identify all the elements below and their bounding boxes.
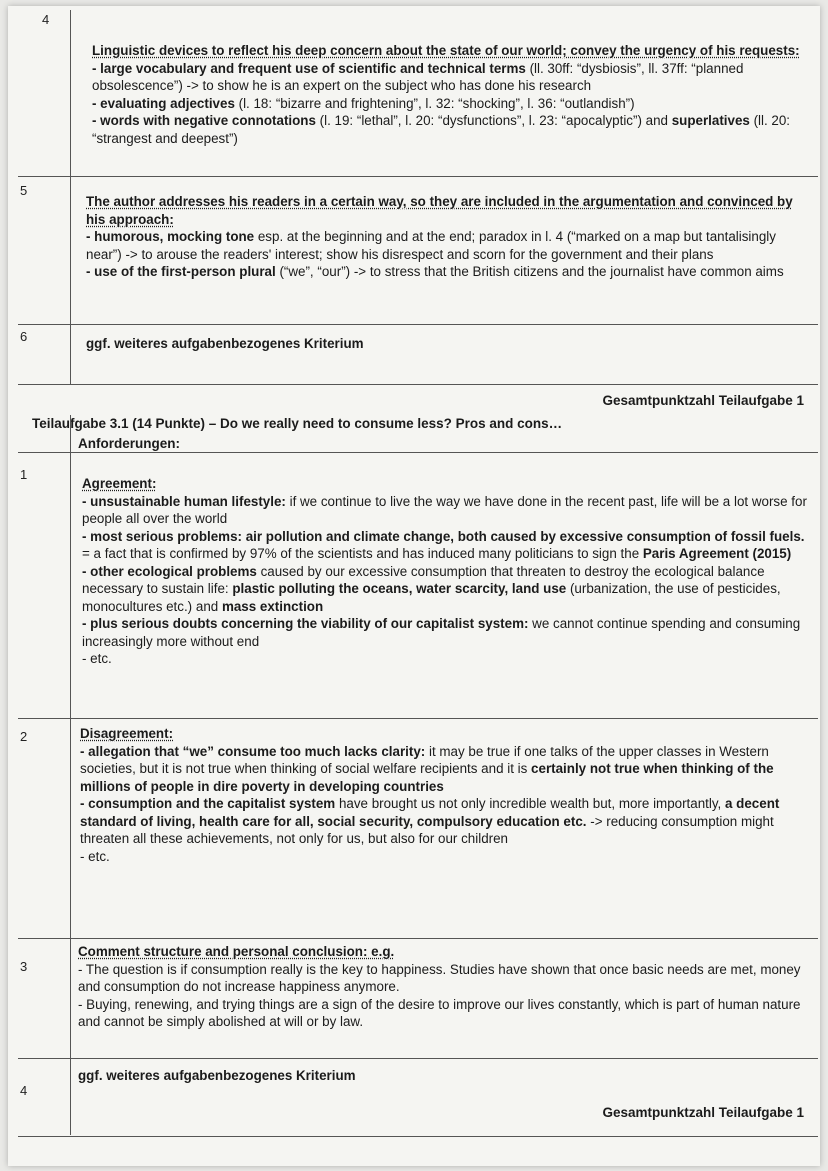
bullet-lead: - evaluating adjectives: [92, 95, 235, 111]
bullet-text: esp. at the beginning and at the end; paradox in l. 4 (“marked on a map but tantalisingly near”) -> to arouse the readers' interest; show his disrespect and scorn for the government and their plans: [86, 229, 776, 262]
bullet-text: -> reducing consumption might threaten all these achievements, not only for us, but also for our children: [80, 813, 774, 846]
task-title: Teilaufgabe 3.1 (14 Punkte) – Do we really need to consume less? Pros and cons…: [32, 416, 563, 431]
bullet-lead: - most serious problems: air pollution and climate change, both caused by excessive consumption of fossil fuels.: [82, 528, 805, 544]
bullet-text: (ll. 20: “strangest and deepest”): [92, 113, 791, 146]
row-6: [18, 324, 818, 385]
bullet-bold: Paris Agreement (2015): [642, 546, 792, 561]
document-page: [8, 6, 820, 1166]
bullet-lead: - words with negative connotations: [92, 113, 316, 128]
row-3: [18, 938, 818, 1059]
row-heading: Linguistic devices to reflect his deep concern about the state of our world; convey the urgency of his requests:: [92, 43, 800, 58]
row-5: [18, 176, 818, 325]
row-content: [80, 725, 816, 865]
row-1: [18, 452, 818, 719]
row-heading: Disagreement:: [80, 726, 174, 741]
row-4: [18, 10, 818, 176]
bullet-text: (l. 18: “bizarre and frightening”, l. 32: “shocking”, l. 36: “outlandish”): [234, 95, 635, 111]
column-divider: [70, 177, 71, 325]
row-number: 2: [20, 729, 28, 744]
bullet-lead: - consumption and the capitalist system: [80, 796, 336, 811]
row-content: [82, 475, 816, 668]
bullet-text: (l. 19: “lethal”, l. 20: “dysfunctions”, l. 23: “apocalyptic”) and: [315, 113, 672, 128]
column-divider: [70, 10, 71, 176]
row-content: [78, 1067, 818, 1085]
bullet-etc: - etc.: [80, 848, 110, 864]
column-divider: [70, 939, 71, 1059]
total-label: Gesamtpunktzahl Teilaufgabe 1: [602, 1105, 804, 1120]
criterion-text: ggf. weiteres aufgabenbezogenes Kriterium: [86, 336, 364, 351]
bullet-bold: superlatives: [671, 113, 750, 128]
row-content: [86, 193, 814, 281]
row-4b: [18, 1058, 818, 1135]
column-divider: [70, 1059, 71, 1135]
bullet-text: if we continue to live the way we have done in the recent past, life will be a lot worse for people all over the world: [82, 493, 807, 526]
row-content: [92, 42, 814, 147]
bullet-text: caused by our excessive consumption that threaten to destroy the ecological balance necessary to sustain life:: [82, 563, 765, 596]
row-number: 3: [20, 959, 28, 974]
row-number: 5: [20, 183, 28, 198]
bullet-text: - Buying, renewing, and trying things are a sign of the desire to improve our lives constantly, which is part of human nature and cannot be simply abolished at will or by law.: [78, 996, 801, 1029]
row-number: 4: [20, 1083, 28, 1098]
bullet-lead: - large vocabulary and frequent use of scientific and technical terms: [92, 60, 526, 76]
column-divider: [70, 325, 71, 385]
row-heading: The author addresses his readers in a certain way, so they are included in the argumentation and convinced by his approach:: [86, 194, 793, 227]
bullet-lead: - other ecological problems: [82, 563, 257, 579]
row-number: 4: [42, 12, 50, 27]
total-label: Gesamtpunktzahl Teilaufgabe 1: [602, 393, 804, 408]
row-number: 1: [20, 467, 28, 482]
bullet-bold: a decent standard of living, health care for all, social security, compulsory education etc.: [80, 796, 780, 829]
bullet-text: (“we”, “our”) -> to stress that the British citizens and the journalist have common aims: [275, 264, 784, 279]
bullet-text: it may be true if one talks of the upper classes in Western societies, but it is not true when thinking of social welfare recipients and it is: [80, 743, 769, 776]
row-2: [18, 718, 818, 949]
bullet-lead: - plus serious doubts concerning the viability of our capitalist system:: [82, 616, 529, 631]
bullet-lead: - humorous, mocking tone: [86, 229, 255, 244]
bullet-text: = a fact that is confirmed by 97% of the scientists and has induced many politicians to sign the: [82, 546, 643, 561]
criterion-text: ggf. weiteres aufgabenbezogenes Kriterium: [78, 1068, 356, 1083]
column-divider: [70, 415, 71, 719]
bullet-bold: certainly not true when thinking of the millions of people in dire poverty in developing countries: [80, 761, 774, 794]
bullet-etc: - etc.: [82, 651, 112, 666]
bullet-lead: - unsustainable human lifestyle:: [82, 493, 286, 509]
row-content: [78, 943, 818, 1031]
bullet-lead: - use of the first-person plural: [86, 264, 276, 279]
bullet-bold: mass extinction: [221, 598, 324, 614]
row-heading: Comment structure and personal conclusion: e.g.: [78, 944, 395, 959]
bullet-bold: plastic polluting the oceans, water scarcity, land use: [232, 581, 567, 596]
row-heading: Agreement:: [82, 476, 157, 491]
column-divider: [70, 719, 71, 949]
bullet-text: we cannot continue spending and consuming increasingly more without end: [82, 616, 801, 649]
bullet-lead: - allegation that “we” consume too much lacks clarity:: [80, 743, 426, 759]
requirements-label: Anforderungen:: [78, 436, 180, 451]
bottom-rule: [18, 1136, 818, 1137]
row-content: [86, 335, 826, 353]
bullet-text: have brought us not only incredible wealth but, more importantly,: [335, 796, 725, 811]
bullet-text: - The question is if consumption really is the key to happiness. Studies have shown that once basic needs are met, money and consumption do not increase happiness anymore.: [78, 961, 801, 994]
bullet-text: (urbanization, the use of pesticides, monocultures etc.) and: [82, 581, 781, 614]
row-number: 6: [20, 329, 28, 344]
total-row-1: [18, 384, 818, 415]
bullet-text: (ll. 30ff: “dysbiosis”, ll. 37ff: “planned obsolescence”) -> to show he is an expert on the subject who has done his research: [92, 60, 744, 93]
